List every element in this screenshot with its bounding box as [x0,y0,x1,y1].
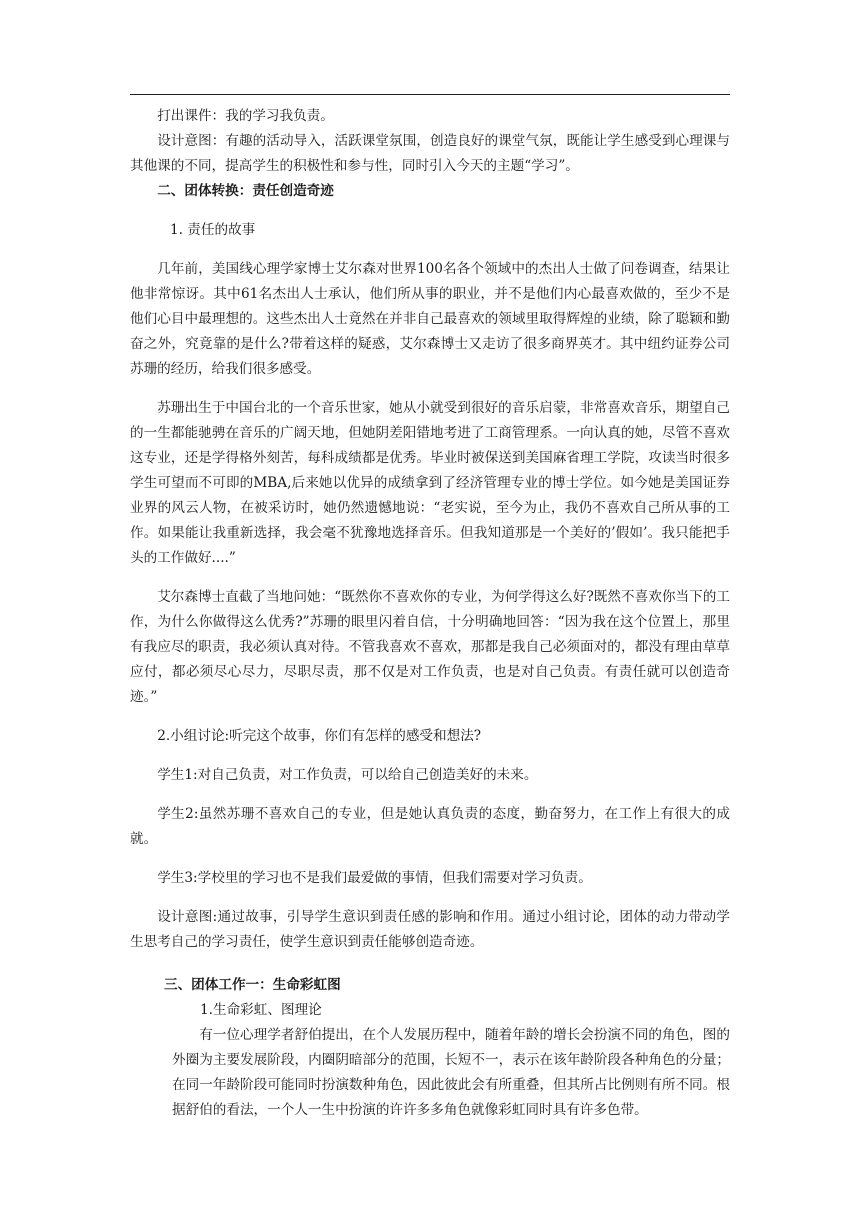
subheading-rainbow: 1.生命彩虹、图理论 [200,1002,322,1018]
design-intent-2: 设计意图:通过故事，引导学生意识到责任感的影响和作用。通过小组讨论，团体的动力带动学生思考自己的学习责任，使学生意识到责任能够创造奇迹。 [130,909,730,950]
design-intent-1: 设计意图：有趣的活动导入，活跃课堂氛围，创造良好的课堂气氛，既能让学生感受到心理课与其他课的不同，提高学生的积极性和参与性，同时引入今天的主题“学习”。 [130,133,730,174]
rainbow-theory-paragraph: 有一位心理学者舒伯提出，在个人发展历程中，随着年龄的增长会扮演不同的角色，图的外圈为主要发展阶段，内圈阴暗部分的范围，长短不一，表示在该年龄阶段各种角色的分量；在同一年龄阶段可能同时扮演数种角色，因此彼此会有所重叠，但其所占比例则有所不同。根据舒伯的看法，一个人一生中扮演的许许多多角色就像彩虹同时具有许多色带。 [172,1027,730,1118]
student-answer-3: 学生3:学校里的学习也不是我们最爱做的事情，但我们需要对学习负责。 [157,870,592,886]
story-paragraph-1: 几年前，美国线心理学家博士艾尔森对世界100名各个领域中的杰出人士做了问卷调查，结果让他非常惊讶。其中61名杰出人士承认，他们所从事的职业，并不是他们内心最喜欢做的，至少不是他们心目中最理想的。这些杰出人士竟然在并非自己最喜欢的领域里取得辉煌的业绩，除了聪颖和勤奋之外，究竟靠的是什么?带着这样的疑惑，艾尔森博士又走访了很多商界英才。其中纽约证券公司苏珊的经历，给我们很多感受。 [130,261,730,377]
subheading-discussion: 2.小组讨论:听完这个故事，你们有怎样的感受和想法? [157,728,482,744]
subheading-story: 1. 责任的故事 [170,222,256,238]
header-rule [130,94,730,95]
student-answer-1: 学生1:对自己负责，对工作负责，可以给自己创造美好的未来。 [157,767,538,783]
student-answer-2: 学生2:虽然苏珊不喜欢自己的专业，但是她认真负责的态度，勤奋努力，在工作上有很大的成就。 [130,806,730,847]
story-paragraph-3: 艾尔森博士直截了当地问她：“既然你不喜欢你的专业，为何学得这么好?既然不喜欢你当下的工作，为什么你做得这么优秀?”苏珊的眼里闪着自信，十分明确地回答：“因为我在这个位置上，那里有我应尽的职责，我必须认真对待。不管我喜欢不喜欢，那都是我自己必须面对的，都没有理由草草应付，都必须尽心尽力，尽职尽责，那不仅是对工作负责，也是对自己负责。有责任就可以创造奇迹。” [130,589,730,705]
document-page [130,104,730,1123]
courseware-line: 打出课件：我的学习我负责。 [157,108,334,124]
section-heading-3: 三、团体工作一：生命彩虹图 [164,977,341,993]
story-paragraph-2: 苏珊出生于中国台北的一个音乐世家，她从小就受到很好的音乐启蒙，非常喜欢音乐，期望自己的一生都能驰骋在音乐的广阔天地，但她阴差阳错地考进了工商管理系。一向认真的她，尽管不喜欢这专业，还是学得格外刻苦，每科成绩都是优秀。毕业时被保送到美国麻省理工学院，攻读当时很多学生可望而不可即的MBA,后来她以优异的成绩拿到了经济管理专业的博士学位。如今她是美国证券业界的风云人物，在被采访时，她仍然遗憾地说：“老实说，至今为止，我仍不喜欢自己所从事的工作。如果能让我重新选择，我会毫不犹豫地选择音乐。但我知道那是一个美好的’假如’。我只能把手头的工作做好....” [130,400,730,566]
section-heading-2: 二、团体转换：责任创造奇迹 [157,183,334,199]
